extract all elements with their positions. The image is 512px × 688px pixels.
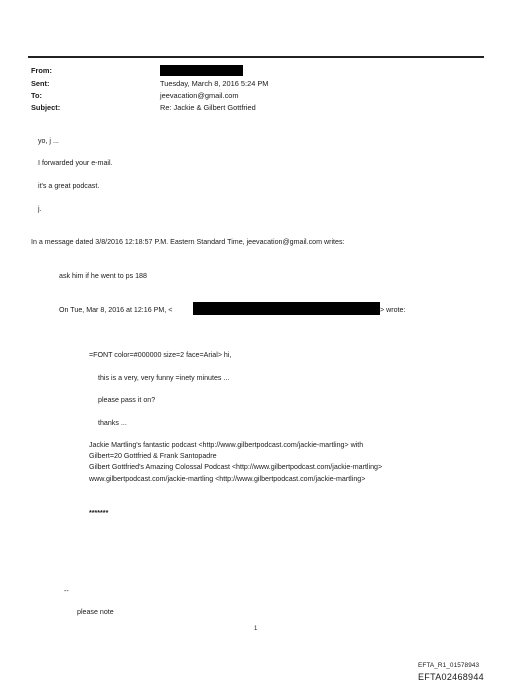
podcast-link-line-3: Gilbert Gottfried's Amazing Colossal Podcast <http://www.gilbertpodcast.com/jackie-martling>: [89, 463, 383, 471]
podcast-link-line-2: Gilbert=20 Gottfried & Frank Santopadre: [89, 452, 217, 460]
podcast-link-line-4: www.gilbertpodcast.com/jackie-martling <http://www.gilbertpodcast.com/jackie-martling>: [89, 475, 366, 483]
reply-line-2: I forwarded your e-mail.: [38, 159, 113, 167]
bates-stamp-2: EFTA02468944: [418, 672, 484, 682]
separator-stars: *******: [89, 509, 109, 517]
quote2-line-1: this is a very, very funny =inety minutes ...: [98, 374, 230, 382]
header-rule: [28, 56, 484, 58]
sent-label: Sent:: [31, 79, 50, 88]
quote1-body: ask him if he went to ps 188: [59, 272, 147, 280]
signature-dashes: --: [64, 587, 69, 595]
subject-value: Re: Jackie & Gilbert Gottfried: [160, 103, 256, 112]
quote2-intro-prefix: On Tue, Mar 8, 2016 at 12:16 PM, <: [59, 306, 173, 314]
reply-line-3: it's a great podcast.: [38, 182, 100, 190]
please-note-text: please note: [77, 608, 114, 616]
podcast-link-line-1: Jackie Martling's fantastic podcast <http://www.gilbertpodcast.com/jackie-martling> with: [89, 441, 364, 449]
bates-stamp-1: EFTA_R1_01578943: [418, 662, 480, 669]
reply-line-1: yo, j ...: [38, 137, 59, 145]
quote2-line-2: please pass it on?: [98, 396, 156, 404]
redacted-sender: [160, 65, 243, 76]
quote2-font-line: =FONT color=#000000 size=2 face=Arial> hi,: [89, 351, 232, 359]
quote1-intro: In a message dated 3/8/2016 12:18:57 P.M. Eastern Standard Time, jeevacation@gmail.com writes:: [31, 238, 345, 246]
quote2-intro-suffix: > wrote:: [380, 306, 406, 314]
reply-signoff: j.: [38, 205, 42, 213]
to-label: To:: [31, 91, 42, 100]
redacted-email-address: [193, 302, 380, 315]
page-number: 1: [254, 626, 258, 632]
subject-label: Subject:: [31, 103, 61, 112]
to-value: jeevacation@gmail.com: [160, 91, 239, 100]
from-label: From:: [31, 66, 52, 75]
quote2-line-3: thanks ...: [98, 419, 127, 427]
sent-value: Tuesday, March 8, 2016 5:24 PM: [160, 79, 269, 88]
